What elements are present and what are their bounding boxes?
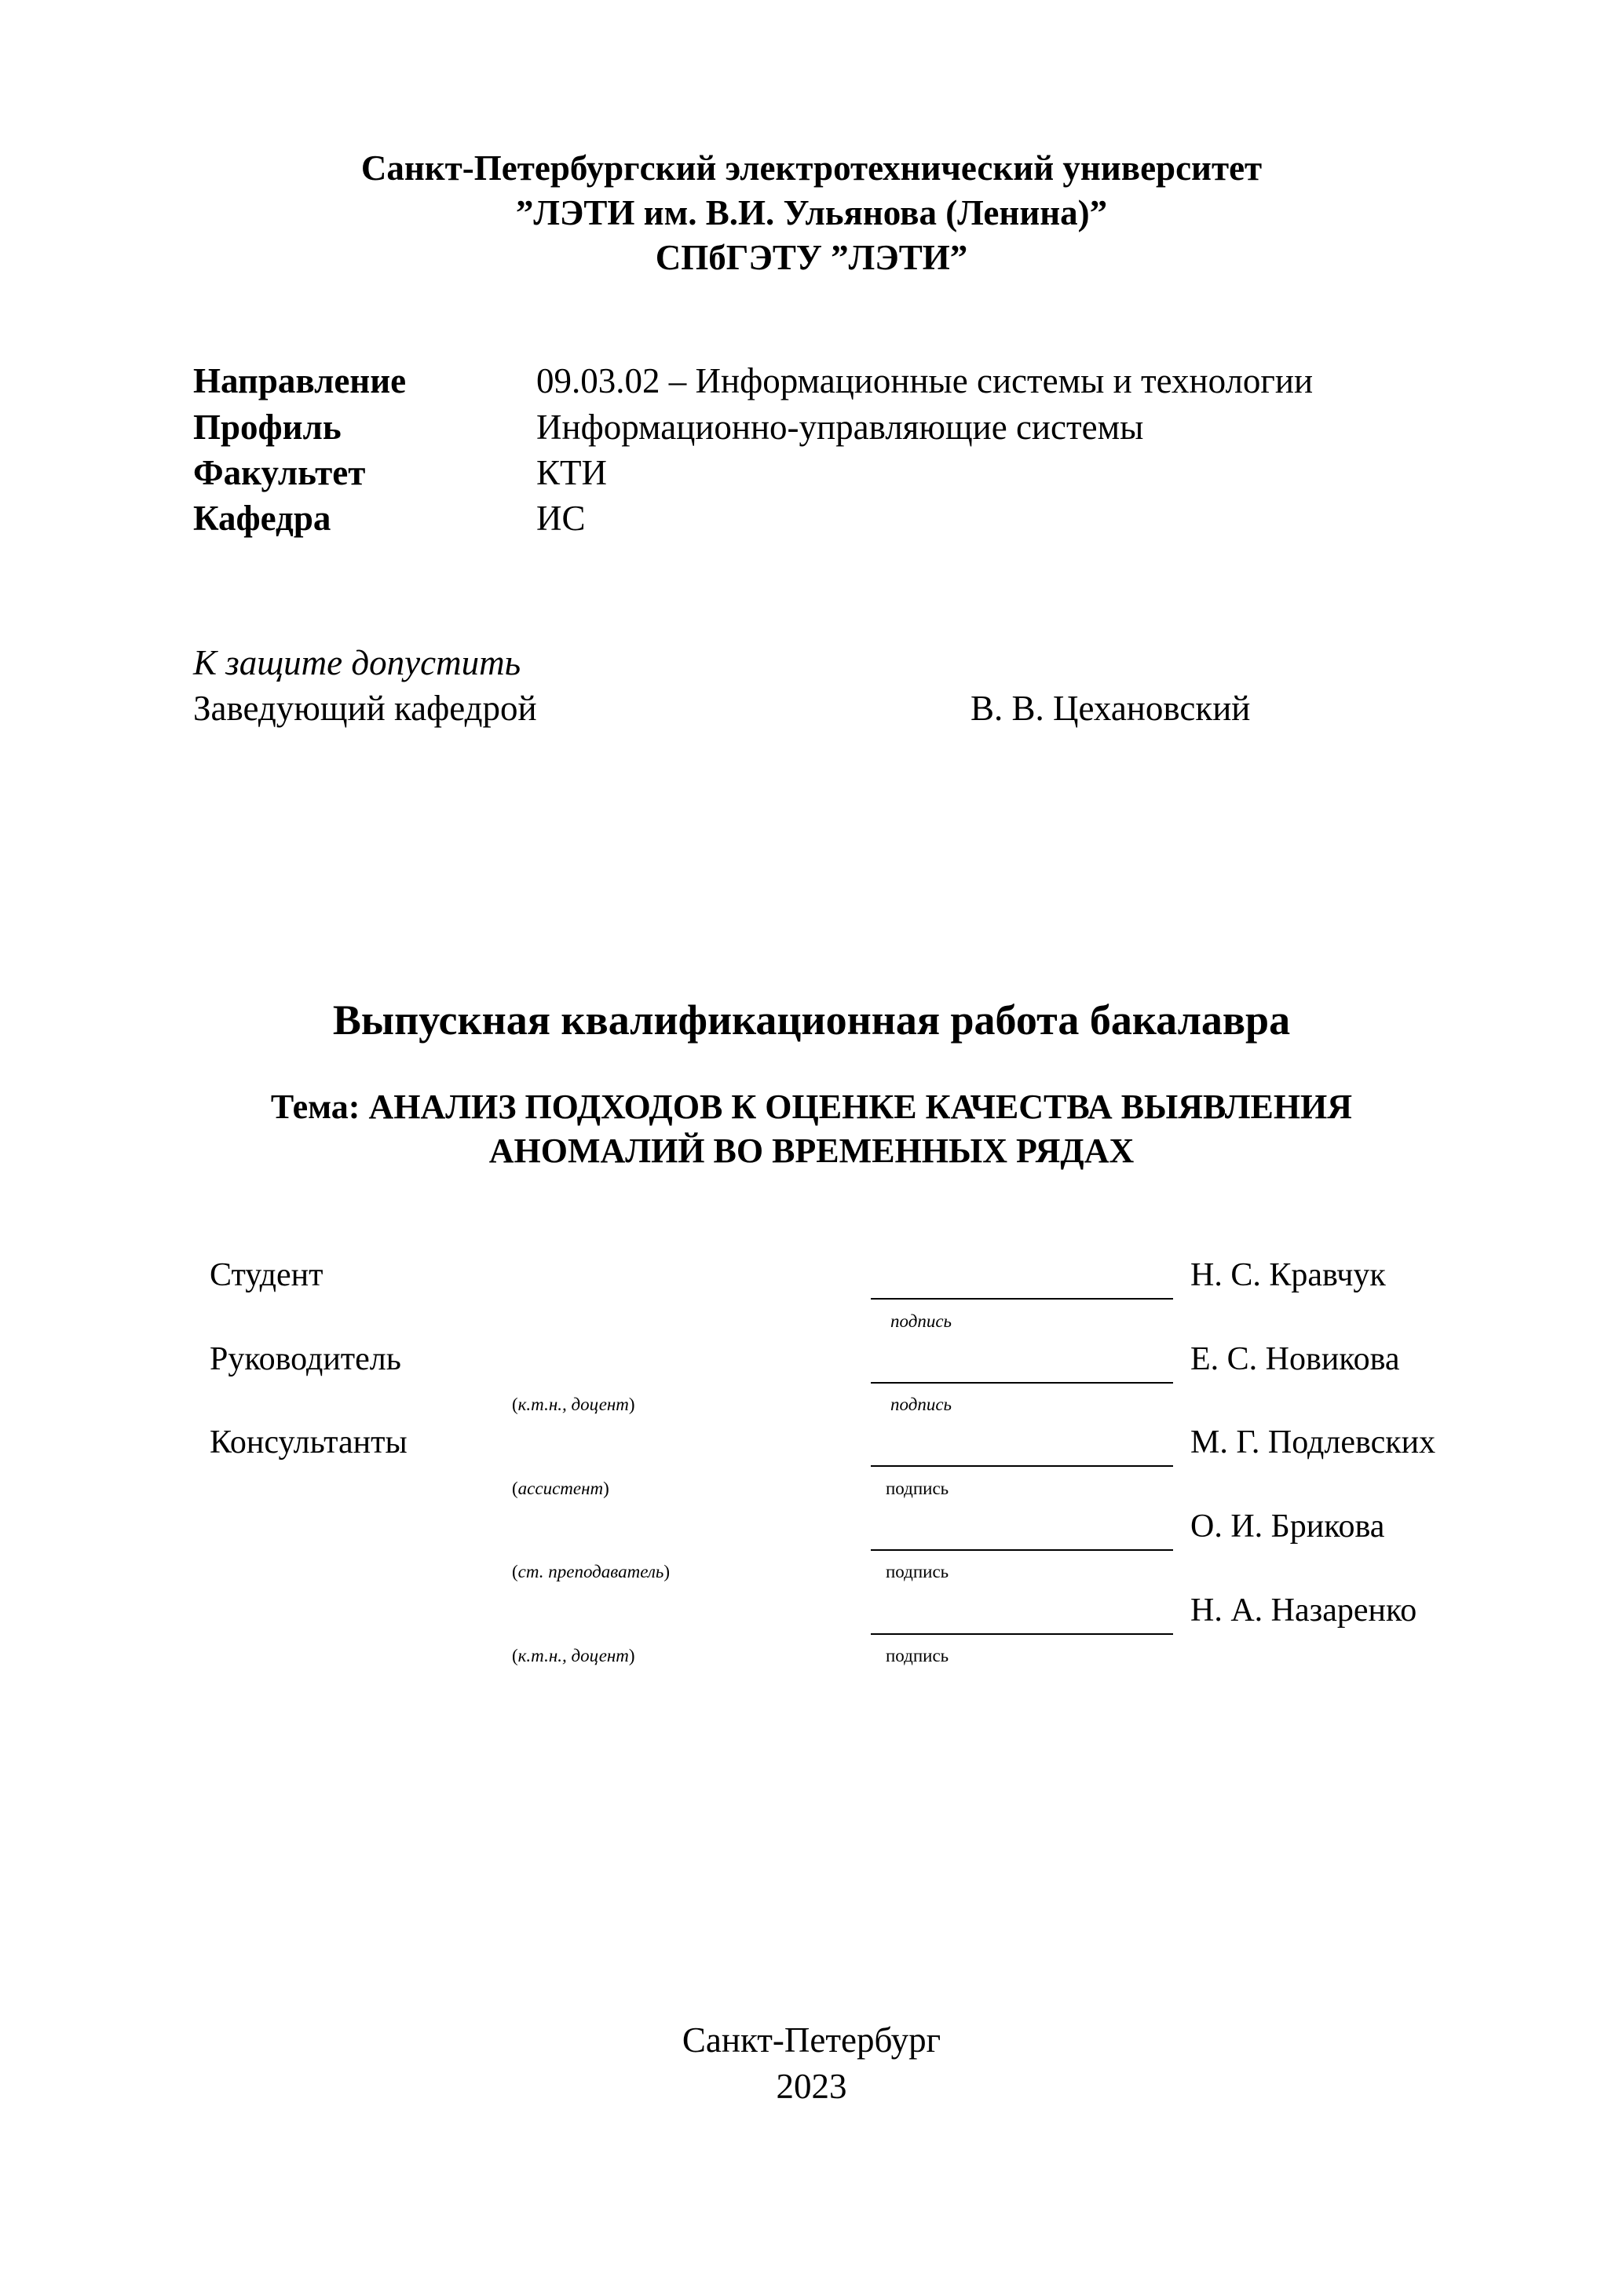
signatory-name: Н. С. Кравчук (1190, 1257, 1386, 1293)
topic-line-2: АНОМАЛИЙ ВО ВРЕМЕННЫХ РЯДАХ (488, 1132, 1135, 1170)
rank-text: ст. преподаватель (517, 1562, 664, 1581)
department-label: Кафедра (193, 499, 331, 538)
rank-caption: (ст. преподаватель) (512, 1562, 671, 1581)
profile-label: Профиль (193, 408, 342, 447)
university-abbreviation: СПбГЭТУ ”ЛЭТИ” (655, 238, 968, 277)
rank-caption: (ассистент) (512, 1479, 609, 1498)
signature-caption: подпись (890, 1311, 952, 1331)
direction-label: Направление (193, 361, 407, 400)
university-name: Санкт-Петербургский электротехнический университет (360, 148, 1263, 188)
faculty-label: Факультет (193, 453, 366, 492)
signatory-name: О. И. Брикова (1190, 1508, 1385, 1545)
topic-line-1: Тема: АНАЛИЗ ПОДХОДОВ К ОЦЕНКЕ КАЧЕСТВА ВЫЯВЛЕНИЯ (270, 1088, 1353, 1126)
student-label: Студент (210, 1257, 324, 1293)
signature-line (871, 1465, 1173, 1467)
signatory-name: Н. А. Назаренко (1190, 1592, 1417, 1629)
work-type: Выпускная квалификационная работа бакалавра (332, 996, 1291, 1044)
signature-caption: подпись (886, 1646, 949, 1665)
city: Санкт-Петербург (682, 2020, 941, 2060)
approval-name: В. В. Цехановский (971, 689, 1251, 728)
university-full-name: ”ЛЭТИ им. В.И. Ульянова (Ленина)” (515, 193, 1108, 232)
rank-text: ассистент (517, 1479, 604, 1498)
rank-text: к.т.н., доцент (517, 1646, 629, 1665)
supervisor-label: Руководитель (210, 1341, 401, 1377)
approval-role: Заведующий кафедрой (193, 689, 537, 728)
department-value: ИС (536, 499, 586, 538)
signature-line (871, 1298, 1173, 1300)
signature-line (871, 1549, 1173, 1551)
signature-caption: подпись (886, 1479, 949, 1498)
consultants-label: Консультанты (210, 1424, 408, 1461)
rank-caption: (к.т.н., доцент) (512, 1646, 635, 1665)
signature-caption: подпись (890, 1395, 952, 1414)
profile-value: Информационно-управляющие системы (536, 408, 1144, 447)
approval-title: К защите допустить (193, 643, 521, 682)
signatory-name: М. Г. Подлевских (1190, 1424, 1436, 1461)
rank-text: к.т.н., доцент (517, 1395, 629, 1414)
signature-line (871, 1382, 1173, 1384)
signature-caption: подпись (886, 1562, 949, 1581)
signatory-name: Е. С. Новикова (1190, 1341, 1400, 1377)
signature-line (871, 1633, 1173, 1635)
direction-value: 09.03.02 – Информационные системы и технологии (536, 361, 1314, 400)
faculty-value: КТИ (536, 453, 607, 492)
year: 2023 (776, 2067, 847, 2106)
rank-caption: (к.т.н., доцент) (512, 1395, 635, 1414)
